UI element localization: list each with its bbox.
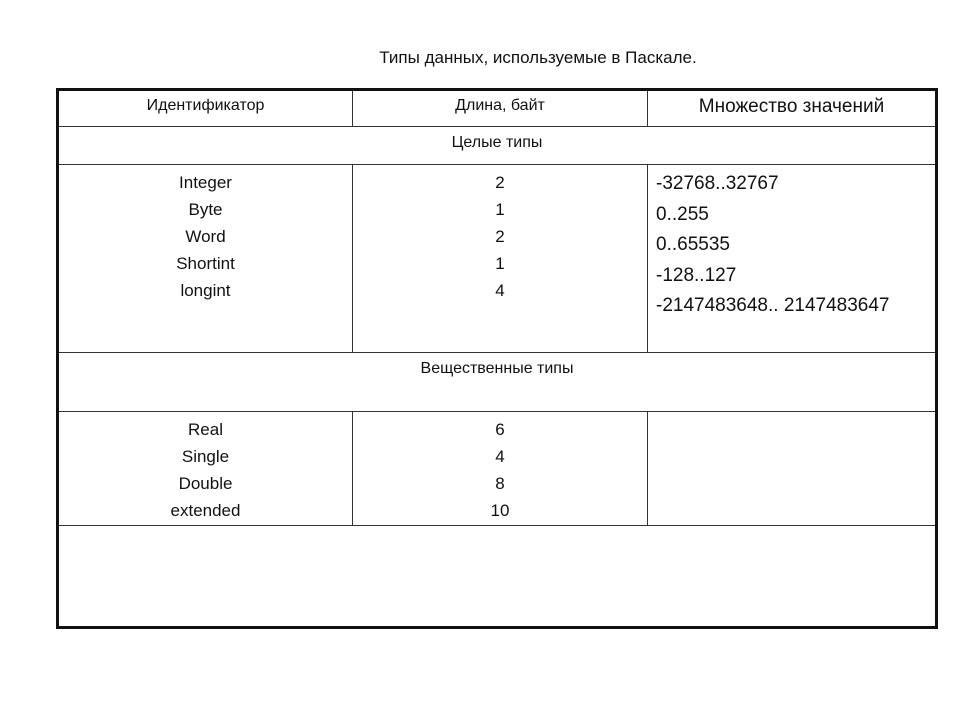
list-item: Real [188, 420, 223, 439]
section-divider [59, 411, 935, 412]
list-item: 2 [495, 173, 505, 192]
list-item: 0..65535 [656, 234, 730, 255]
list-item: 10 [490, 501, 510, 520]
page-title: Типы данных, используемые в Паскале. [379, 48, 697, 67]
list-item: longint [180, 281, 231, 300]
list-item: 1 [495, 254, 505, 273]
header-divider [59, 126, 935, 127]
section-divider [59, 352, 935, 353]
list-item: 6 [495, 420, 505, 439]
integer-length-list [353, 169, 647, 304]
data-types-table [56, 88, 938, 629]
list-item: 2 [495, 227, 505, 246]
list-item: Byte [188, 200, 223, 219]
integer-range-list [656, 169, 936, 322]
list-item: 0..255 [656, 203, 709, 225]
list-item: Single [181, 447, 230, 466]
real-identifier-list [59, 416, 352, 524]
section-divider [59, 164, 935, 165]
list-item: -2147483648.. 2147483647 [656, 295, 890, 316]
column-divider [647, 411, 648, 525]
list-item: 4 [495, 281, 505, 300]
column-divider [647, 164, 648, 352]
section-title-integer-types: Целые типы [451, 134, 543, 151]
real-length-list [353, 416, 647, 524]
list-item: extended [170, 501, 241, 520]
list-item: -32768..32767 [656, 173, 779, 194]
section-title-real-types: Вещественные типы [420, 360, 574, 377]
list-item: 1 [495, 200, 505, 219]
list-item: Shortint [176, 254, 235, 273]
header-range: Множество значений [698, 96, 885, 117]
header-length: Длина, байт [455, 97, 545, 114]
list-item: 8 [495, 474, 505, 493]
empty-table-area [59, 526, 935, 626]
list-item: Integer [179, 173, 232, 192]
list-item: Double [178, 474, 233, 493]
header-identifier: Идентификатор [146, 97, 265, 114]
list-item: Word [185, 227, 226, 246]
list-item: 4 [495, 447, 505, 466]
list-item: -128..127 [656, 264, 737, 286]
integer-identifier-list [59, 169, 352, 304]
